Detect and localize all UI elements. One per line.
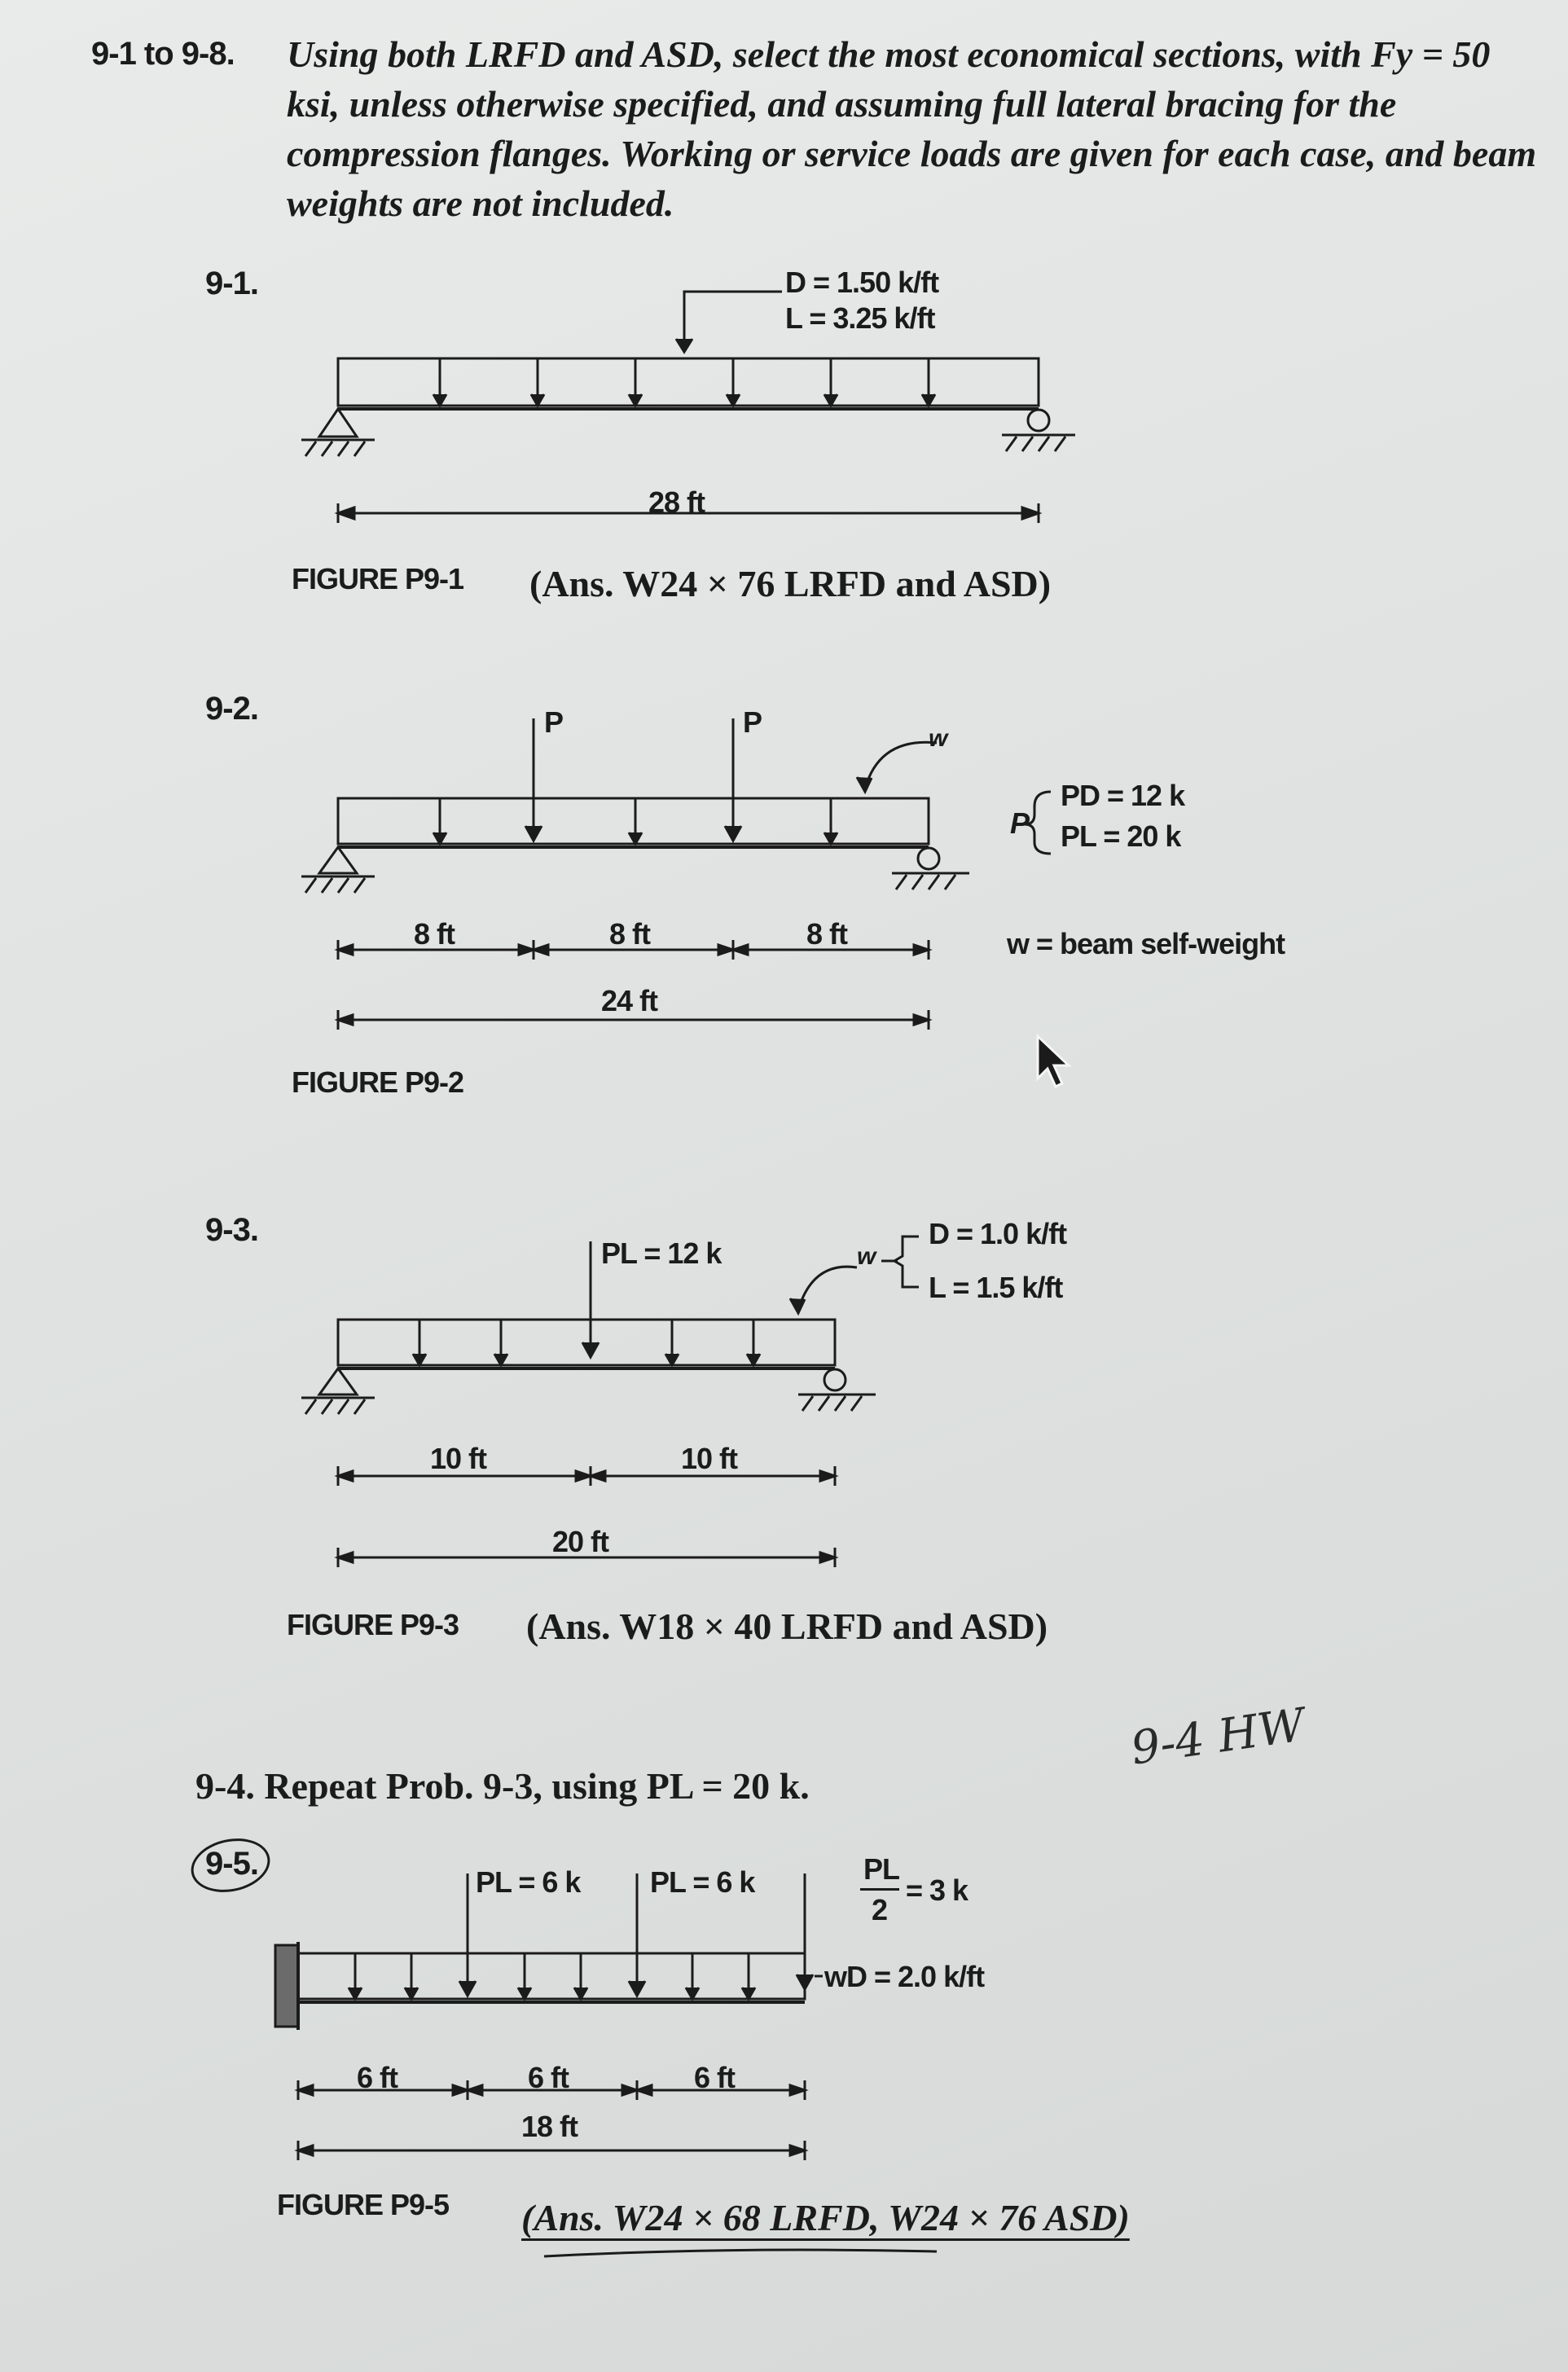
instructions-text: Using both LRFD and ASD, select the most economical sections, with Fy = 50 ksi, unless otherwise specified, and assuming full lateral bracing for the compression flanges. Working or service loads are given for each case, and beam weights are not included. — [287, 33, 1537, 224]
p2-seg3-label: 8 ft — [806, 917, 847, 951]
p5-pl-half-numerator: PL — [863, 1852, 900, 1886]
p2-seg1-label: 8 ft — [414, 917, 455, 951]
p2-total-label: 24 ft — [601, 984, 658, 1017]
p5-pl-half-value: = 3 k — [906, 1873, 968, 1907]
p1-span-label: 28 ft — [648, 485, 705, 519]
problem-9-2-number: 9-2. — [205, 691, 258, 727]
p3-live-load: L = 1.5 k/ft — [929, 1271, 1063, 1304]
p2-w-note: w = beam self-weight — [1007, 927, 1285, 960]
p5-total-label: 18 ft — [521, 2110, 578, 2143]
handwritten-note: 9-4 HW — [1127, 1698, 1308, 1776]
p3-w-label: w — [857, 1243, 876, 1270]
p3-dead-load: D = 1.0 k/ft — [929, 1217, 1067, 1250]
p5-seg3-label: 6 ft — [694, 2061, 735, 2094]
problem-9-5-number: 9-5. — [205, 1846, 258, 1882]
p1-load-live: L = 3.25 k/ft — [785, 301, 935, 335]
p2-p-symbol: P — [1010, 806, 1030, 840]
p2-seg2-label: 8 ft — [609, 917, 650, 951]
p1-load-dead: D = 1.50 k/ft — [785, 266, 939, 299]
figure-p9-1-caption: FIGURE P9-1 — [292, 562, 464, 595]
p3-answer: (Ans. W18 × 40 LRFD and ASD) — [526, 1605, 1048, 1647]
p1-answer: (Ans. W24 × 76 LRFD and ASD) — [529, 563, 1052, 604]
p2-load-p-right: P — [743, 705, 762, 739]
p3-total-label: 20 ft — [552, 1525, 609, 1558]
figure-p9-3-caption: FIGURE P9-3 — [287, 1608, 459, 1641]
p2-pl-value: PL = 20 k — [1061, 819, 1181, 853]
figure-p9-2-caption: FIGURE P9-2 — [292, 1065, 464, 1099]
p5-seg1-label: 6 ft — [357, 2061, 397, 2094]
figure-p9-5-caption: FIGURE P9-5 — [277, 2188, 450, 2221]
p2-w-label: w — [929, 725, 947, 752]
p5-seg2-label: 6 ft — [528, 2061, 569, 2094]
p3-seg1-label: 10 ft — [430, 1442, 487, 1475]
p5-wd-label: wD = 2.0 k/ft — [824, 1960, 985, 1993]
p2-load-p-left: P — [544, 705, 564, 739]
p3-seg2-label: 10 ft — [681, 1442, 738, 1475]
problem-9-4-text: 9-4. Repeat Prob. 9-3, using PL = 20 k. — [195, 1765, 810, 1807]
p5-pl-half-denominator: 2 — [872, 1893, 888, 1926]
p5-pl2-label: PL = 6 k — [650, 1865, 755, 1899]
problem-9-1-number: 9-1. — [205, 266, 258, 301]
p3-pl-label: PL = 12 k — [601, 1237, 722, 1270]
p2-pd-value: PD = 12 k — [1061, 779, 1185, 812]
problem-9-3-number: 9-3. — [205, 1212, 258, 1248]
p5-answer: (Ans. W24 × 68 LRFD, W24 × 76 ASD) — [521, 2197, 1130, 2238]
problem-range: 9-1 to 9-8. — [91, 36, 235, 72]
p5-pl1-label: PL = 6 k — [476, 1865, 581, 1899]
